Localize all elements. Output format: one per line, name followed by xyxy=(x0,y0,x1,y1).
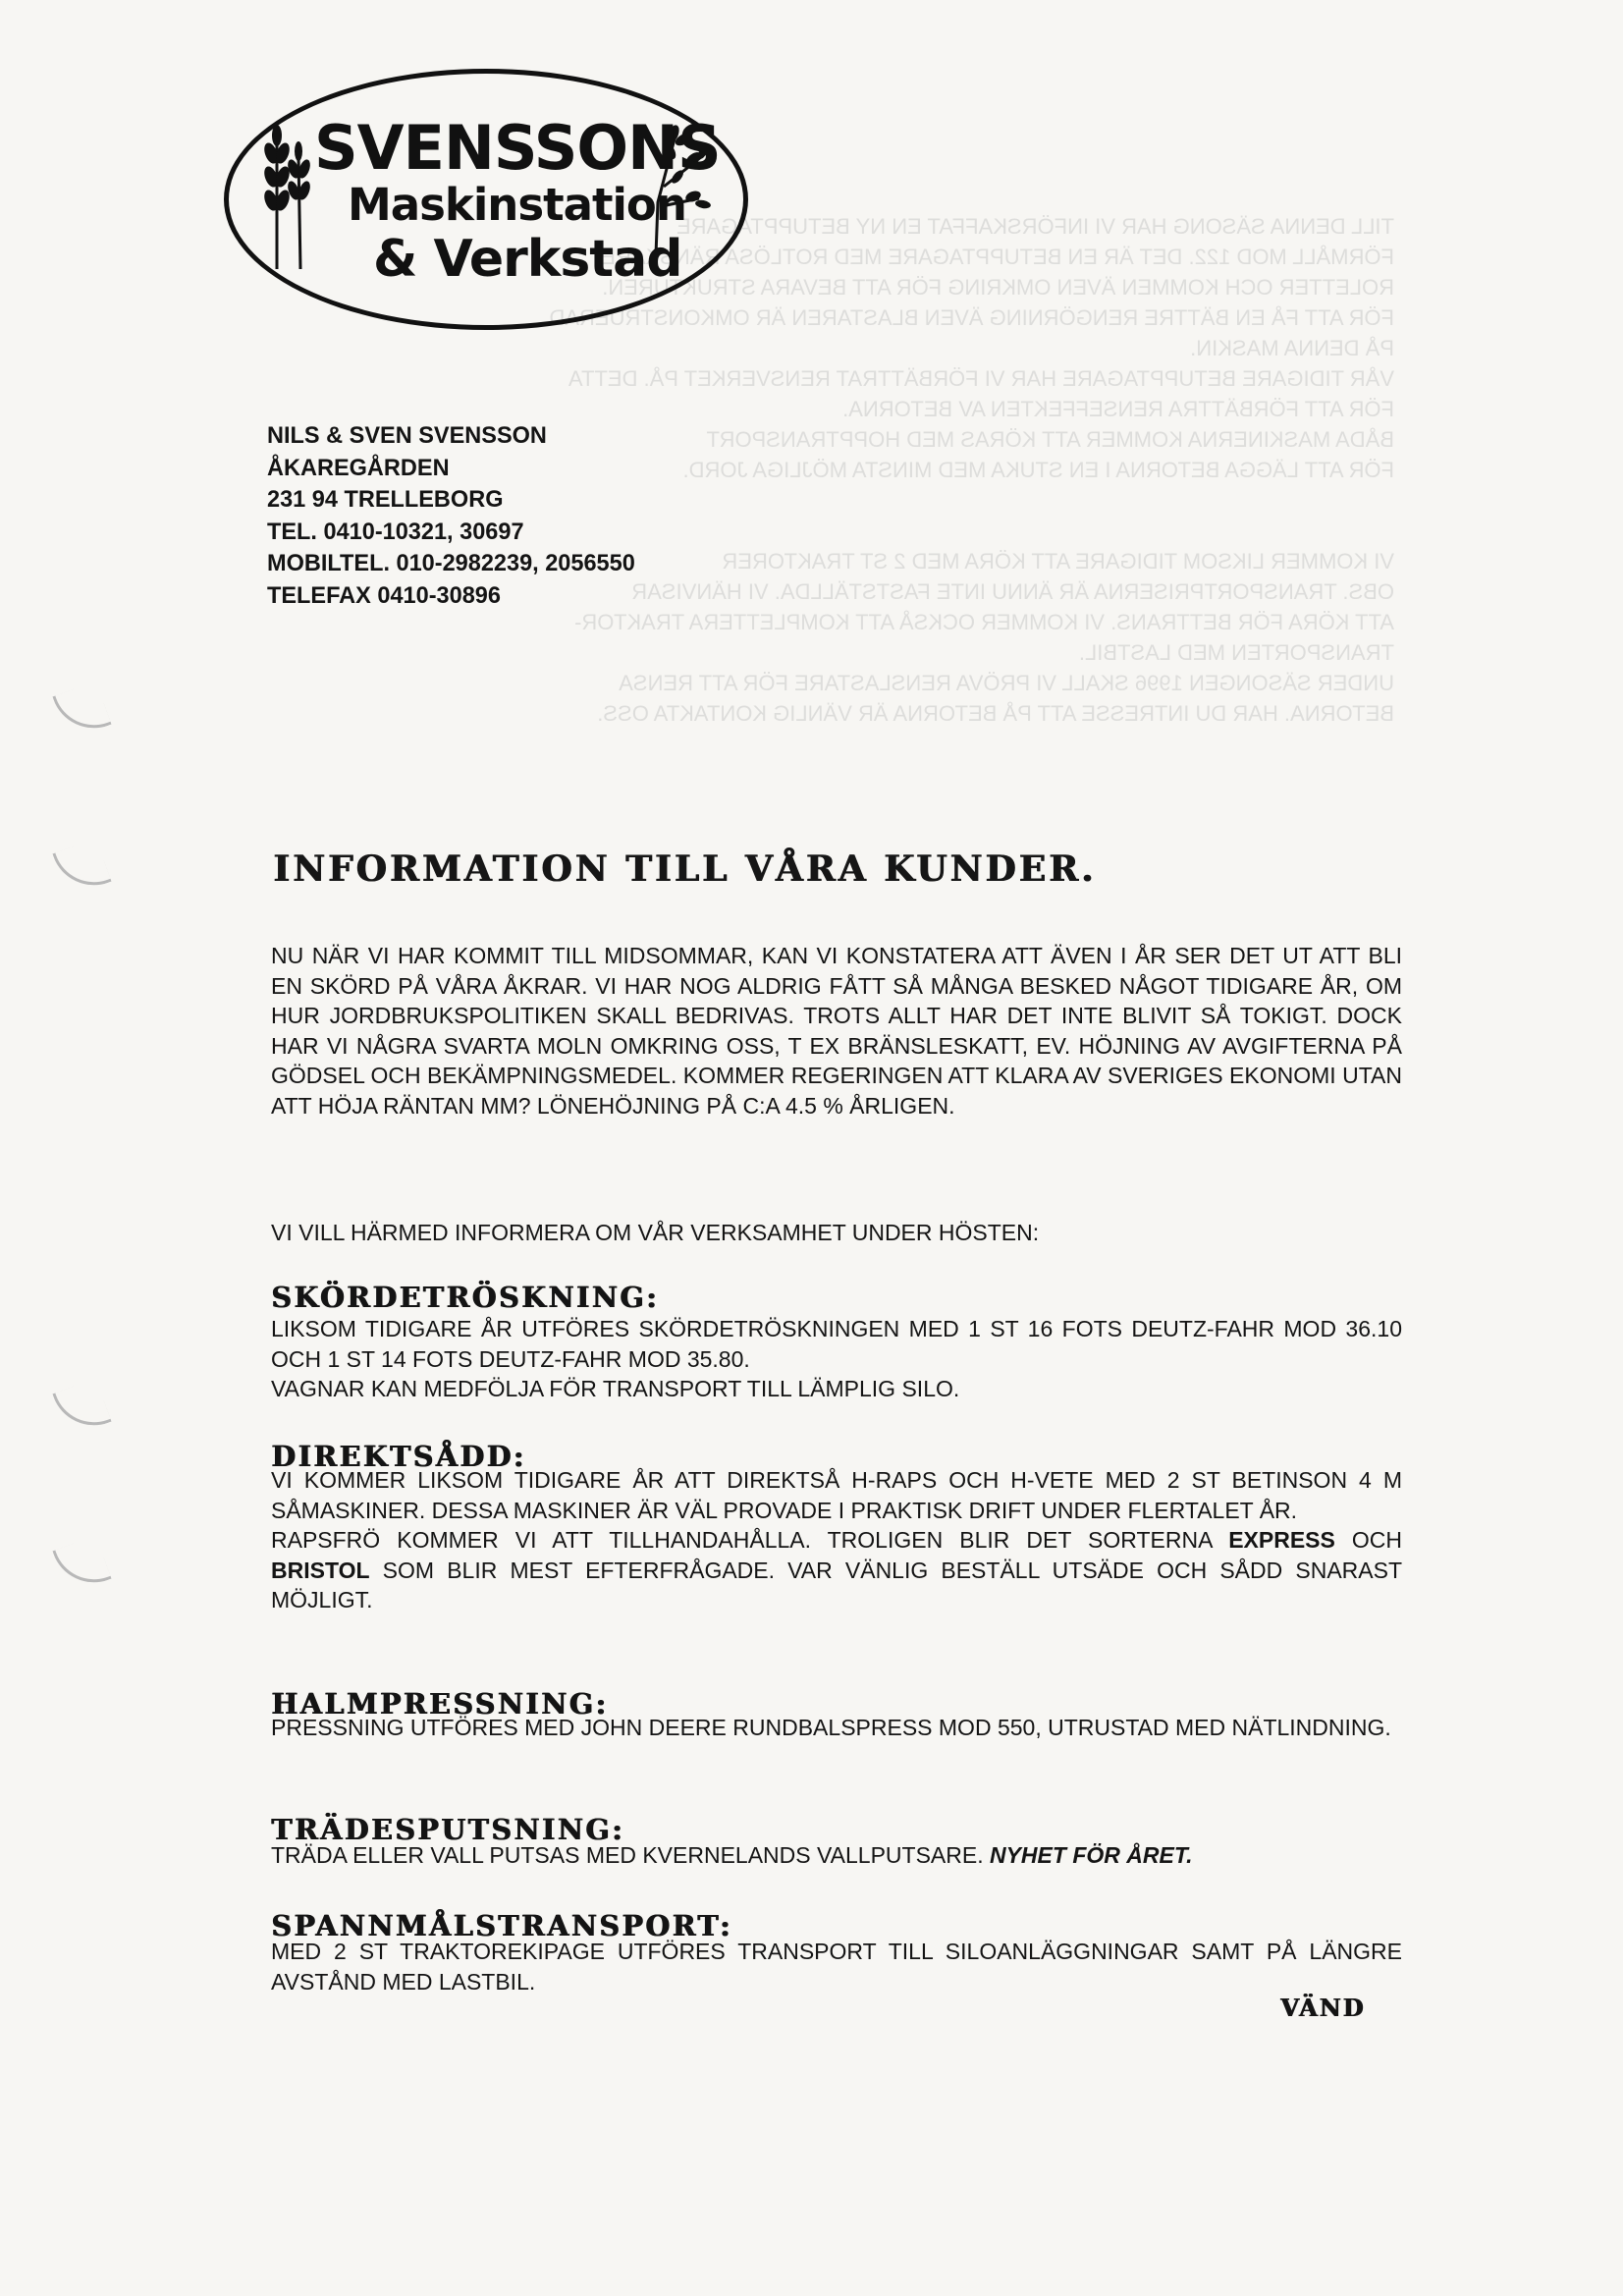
intro-lead xyxy=(271,1218,1402,1248)
section-text: PRESSNING UTFÖRES MED JOHN DEERE RUNDBALSPRESS MOD 550, UTRUSTAD MED NÄTLINDNING. xyxy=(271,1715,1391,1740)
section-body-tradesputsning xyxy=(271,1840,1402,1871)
text-span: TRÄDA ELLER VALL PUTSAS MED KVERNELANDS VALLPUTSARE. xyxy=(271,1842,990,1868)
wheat-icon xyxy=(259,124,318,271)
farm-name: ÅKAREGÅRDEN xyxy=(267,454,450,481)
company-logo xyxy=(224,69,744,326)
section-body-halmpressning xyxy=(271,1713,1402,1743)
variety-bristol: BRISTOL xyxy=(271,1557,370,1583)
logo-name: SVENSSONS xyxy=(314,112,721,184)
text-span: RAPSFRÖ KOMMER VI ATT TILLHANDAHÅLLA. TROLIGEN BLIR DET SORTERNA xyxy=(271,1527,1229,1553)
show-through-background: TILL DENNA SÄSONG HAR VI INFÖRSKAFFAT EN NY BETUPPTAGARE FÖRMÅLL MOD 122. DET ÄR EN BETUPPTAGARE MED ROTLÖSA RÄNSKARE ROLETTER OCH KOMMEN ÄVEN OMKRING FÖR ATT BEVARA STRUKTUREN. FÖR ATT FÅ EN BÄTTRE RENGÖRNING ÄVEN BLASTAREN ÄR OMKONSTRUERAD PÅ DENNA MASKIN. VÅR TIDIGARE BETUPPTAGARE HAR VI FÖRBÄTTRAT RENSVERKET PÅ. DETTA FÖR ATT FÖRBÄTTRA RENSEFFEKTEN AV BETORNA. BÅDA MASKINERNA KOMMER ATT KÖRAS MED HOPPTRANSPORT FÖR ATT LÄGGA BETORNA I EN STUKA MED MINSTA MÖJLIGA JORD. VI KOMMER LIKSOM TIDIGARE ATT KÖRA MED 2 ST TRAKTORER OBS. TRANSPORTPRISERNA ÄR ÄNNU INTE FASTSTÄLLDA. VI HÄNVISAR ATT KÖRA FÖR BETTRANS. VI KOMMER OCKSÅ ATT KOMPLETTERA TRAKTOR- TRANSPORTEN MED LASTBIL. UNDER SÄSONGEN 1996 SKALL VI PRÖVA RENSLASTARE FÖR ATT RENSA BETORNA. HAR DU INTRESSE ATT PÅ BETORNA ÄR VÄNLIG KONTAKTA OSS. xyxy=(549,214,1394,726)
variety-express: EXPRESS xyxy=(1228,1527,1335,1553)
text-span: SOM BLIR MEST EFTERFRÅGADE. VAR VÄNLIG BESTÄLL UTSÄDE OCH SÅDD SNARAST MÖJLIGT. xyxy=(271,1557,1402,1613)
section-text: VAGNAR KAN MEDFÖLJA FÖR TRANSPORT TILL LÄMPLIG SILO. xyxy=(271,1376,960,1401)
punch-hole xyxy=(52,681,111,739)
section-text xyxy=(271,1840,1402,1871)
intro-text: NU NÄR VI HAR KOMMIT TILL MIDSOMMAR, KAN VI KONSTATERA ATT ÄVEN I ÅR SER DET UT ATT BLI EN SKÖRD PÅ VÅRA ÅKRAR. VI HAR NOG ALDRIG FÅTT SÅ MÅNGA BESKED NÅGOT TIDIGARE ÅR, OM HUR JORDBRUKSPOLITIKEN SKALL BEDRIVAS. TROTS ALLT HAR DET INTE BLIVIT SÅ TOKIGT. DOCK HAR VI NÅGRA SVARTA MOLN OMKRING OSS, T EX BRÄNSLESKATT, EV. HÖJNING AV AVGIFTERNA PÅ GÖDSEL OCH BEKÄMPNINGSMEDEL. KOMMER REGERINGEN ATT KLARA AV SVERIGES EKONOMI UTAN ATT HÖJA RÄNTAN MM? LÖNEHÖJNING PÅ C:A 4.5 % ÅRLIGEN. xyxy=(271,943,1402,1119)
intro-lead-text: VI VILL HÄRMED INFORMERA OM VÅR VERKSAMHET UNDER HÖSTEN: xyxy=(271,1220,1040,1245)
telephone: TEL. 0410-10321, 30697 xyxy=(267,518,524,545)
section-text xyxy=(271,1525,1402,1615)
section-body-direktsadd xyxy=(271,1465,1402,1615)
punch-hole xyxy=(52,1535,111,1594)
section-text: LIKSOM TIDIGARE ÅR UTFÖRES SKÖRDETRÖSKNINGEN MED 1 ST 16 FOTS DEUTZ-FAHR MOD 36.10 OCH 1 ST 14 FOTS DEUTZ-FAHR MOD 35.80. xyxy=(271,1316,1402,1372)
section-heading-direktsadd: DIREKTSÅDD: xyxy=(271,1440,526,1473)
owner-names: NILS & SVEN SVENSSON xyxy=(267,422,547,449)
section-heading-spannmalstransport: SPANNMÅLSTRANSPORT: xyxy=(271,1909,732,1942)
section-heading-skordetroskning: SKÖRDETRÖSKNING: xyxy=(271,1281,659,1314)
section-body-skordetroskning xyxy=(271,1314,1402,1404)
punch-hole xyxy=(52,838,111,897)
logo-subtitle-2: & Verkstad xyxy=(373,230,682,289)
logo-subtitle: Maskinstation xyxy=(348,179,686,231)
section-body-spannmalstransport xyxy=(271,1937,1402,1996)
address-block xyxy=(267,420,650,612)
intro-paragraph xyxy=(271,941,1402,1121)
text-span: OCH xyxy=(1334,1527,1402,1553)
news-highlight: NYHET FÖR ÅRET. xyxy=(989,1842,1193,1868)
postal-address: 231 94 TRELLEBORG xyxy=(267,486,504,513)
turn-over-note: VÄND xyxy=(1280,1994,1366,2022)
page-title: INFORMATION TILL VÅRA KUNDER. xyxy=(273,848,1097,890)
section-heading-tradesputsning: TRÄDESPUTSNING: xyxy=(271,1813,624,1846)
telefax: TELEFAX 0410-30896 xyxy=(267,581,501,609)
section-text: VI KOMMER LIKSOM TIDIGARE ÅR ATT DIREKTSÅ H-RAPS OCH H-VETE MED 2 ST BETINSON 4 M SÅMASKINER. DESSA MASKINER ÄR VÄL PROVADE I PRAKTISK DRIFT UNDER FLERTALET ÅR. xyxy=(271,1467,1402,1523)
punch-hole xyxy=(52,1378,111,1437)
section-text: MED 2 ST TRAKTOREKIPAGE UTFÖRES TRANSPORT TILL SILOANLÄGGNINGAR SAMT PÅ LÄNGRE AVSTÅND MED LASTBIL. xyxy=(271,1939,1402,1995)
section-heading-halmpressning: HALMPRESSNING: xyxy=(271,1687,609,1721)
mobile-phone: MOBILTEL. 010-2982239, 2056550 xyxy=(267,550,635,576)
